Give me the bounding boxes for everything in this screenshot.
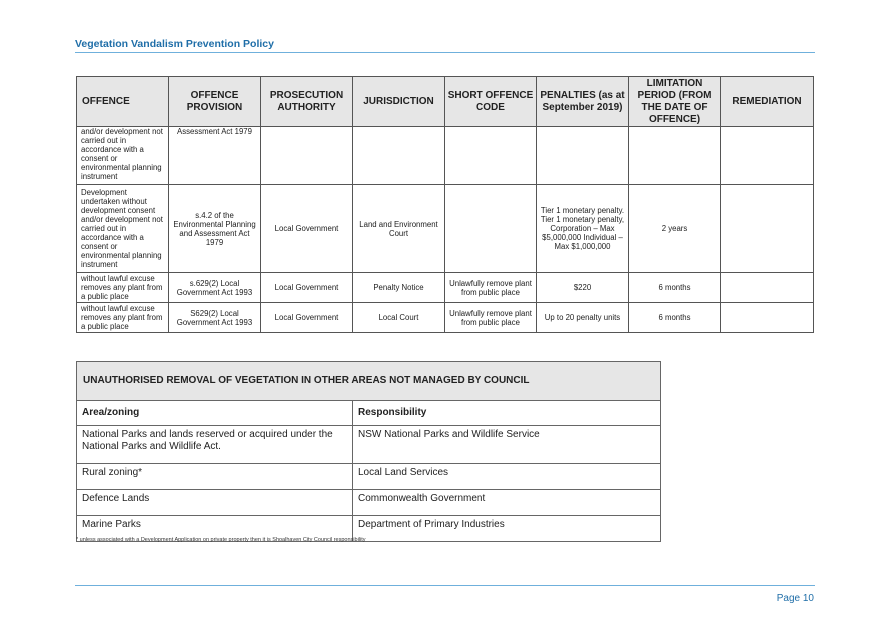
table-cell xyxy=(445,185,537,273)
table-cell: Local Government xyxy=(261,273,353,303)
table-cell: Unlawfully remove plant from public place xyxy=(445,273,537,303)
table-cell: 6 months xyxy=(629,273,721,303)
table-cell xyxy=(261,127,353,185)
table-cell: Development undertaken without development consent and/or development not carried out in accordance with a consent or environmental planning instrument xyxy=(77,185,169,273)
table-cell: Tier 1 monetary penalty. Tier 1 monetary penalty, Corporation – Max $5,000,000 Individual – Max $1,000,000 xyxy=(537,185,629,273)
table-cell: Local Court xyxy=(353,303,445,333)
table-cell: Commonwealth Government xyxy=(353,490,661,516)
table-cell: $220 xyxy=(537,273,629,303)
column-header: JURISDICTION xyxy=(353,77,445,127)
table-cell: without lawful excuse removes any plant from a public place xyxy=(77,273,169,303)
table-title: UNAUTHORISED REMOVAL OF VEGETATION IN OTHER AREAS NOT MANAGED BY COUNCIL xyxy=(77,362,661,401)
column-header: Area/zoning xyxy=(77,401,353,426)
table-cell: Assessment Act 1979 xyxy=(169,127,261,185)
table-title-row xyxy=(77,362,661,401)
table-cell xyxy=(721,273,814,303)
table-cell xyxy=(629,127,721,185)
table-cell: S629(2) Local Government Act 1993 xyxy=(169,303,261,333)
table-cell: Department of Primary Industries xyxy=(353,516,661,542)
table-cell xyxy=(721,185,814,273)
column-header: PENALTIES (as at September 2019) xyxy=(537,77,629,127)
table-cell: and/or development not carried out in accordance with a consent or environmental planning instrument xyxy=(77,127,169,185)
table-cell: 2 years xyxy=(629,185,721,273)
table-cell: Local Government xyxy=(261,185,353,273)
table-cell: without lawful excuse removes any plant from a public place xyxy=(77,303,169,333)
table-cell xyxy=(721,303,814,333)
document-title: Vegetation Vandalism Prevention Policy xyxy=(75,38,274,50)
column-header: OFFENCE xyxy=(77,77,169,127)
table-cell: s.629(2) Local Government Act 1993 xyxy=(169,273,261,303)
table-row xyxy=(77,185,814,273)
column-header: SHORT OFFENCE CODE xyxy=(445,77,537,127)
table-cell: National Parks and lands reserved or acquired under the National Parks and Wildlife Act. xyxy=(77,426,353,464)
offence-table xyxy=(76,76,814,333)
column-header: Responsibility xyxy=(353,401,661,426)
table-cell xyxy=(537,127,629,185)
vegetation-removal-table xyxy=(76,361,661,542)
table-header-row xyxy=(77,401,661,426)
column-header: LIMITATION PERIOD (FROM THE DATE OF OFFENCE) xyxy=(629,77,721,127)
table-cell: Unlawfully remove plant from public place xyxy=(445,303,537,333)
table-cell xyxy=(721,127,814,185)
table-cell: Defence Lands xyxy=(77,490,353,516)
column-header: PROSECUTION AUTHORITY xyxy=(261,77,353,127)
table-cell: Local Government xyxy=(261,303,353,333)
table-cell xyxy=(353,127,445,185)
page-number: Page 10 xyxy=(776,593,814,604)
header-divider xyxy=(75,52,815,53)
table-row xyxy=(77,127,814,185)
column-header: OFFENCE PROVISION xyxy=(169,77,261,127)
column-header: REMEDIATION xyxy=(721,77,814,127)
table-row xyxy=(77,426,661,464)
table-cell: Marine Parks xyxy=(77,516,353,542)
table-cell xyxy=(445,127,537,185)
table-row xyxy=(77,490,661,516)
table-cell: 6 months xyxy=(629,303,721,333)
table-cell: Rural zoning* xyxy=(77,464,353,490)
table-cell: Local Land Services xyxy=(353,464,661,490)
table-cell: s.4.2 of the Environmental Planning and Assessment Act 1979 xyxy=(169,185,261,273)
table-cell: NSW National Parks and Wildlife Service xyxy=(353,426,661,464)
table-cell: Penalty Notice xyxy=(353,273,445,303)
table-row xyxy=(77,464,661,490)
table-cell: Up to 20 penalty units xyxy=(537,303,629,333)
footer-divider xyxy=(75,585,815,586)
table-row xyxy=(77,273,814,303)
table-row xyxy=(77,303,814,333)
table-header-row xyxy=(77,77,814,127)
footnote: * unless associated with a Development Application on private property then it is Shoalhaven City Council responsibility xyxy=(76,537,366,543)
table-cell: Land and Environment Court xyxy=(353,185,445,273)
